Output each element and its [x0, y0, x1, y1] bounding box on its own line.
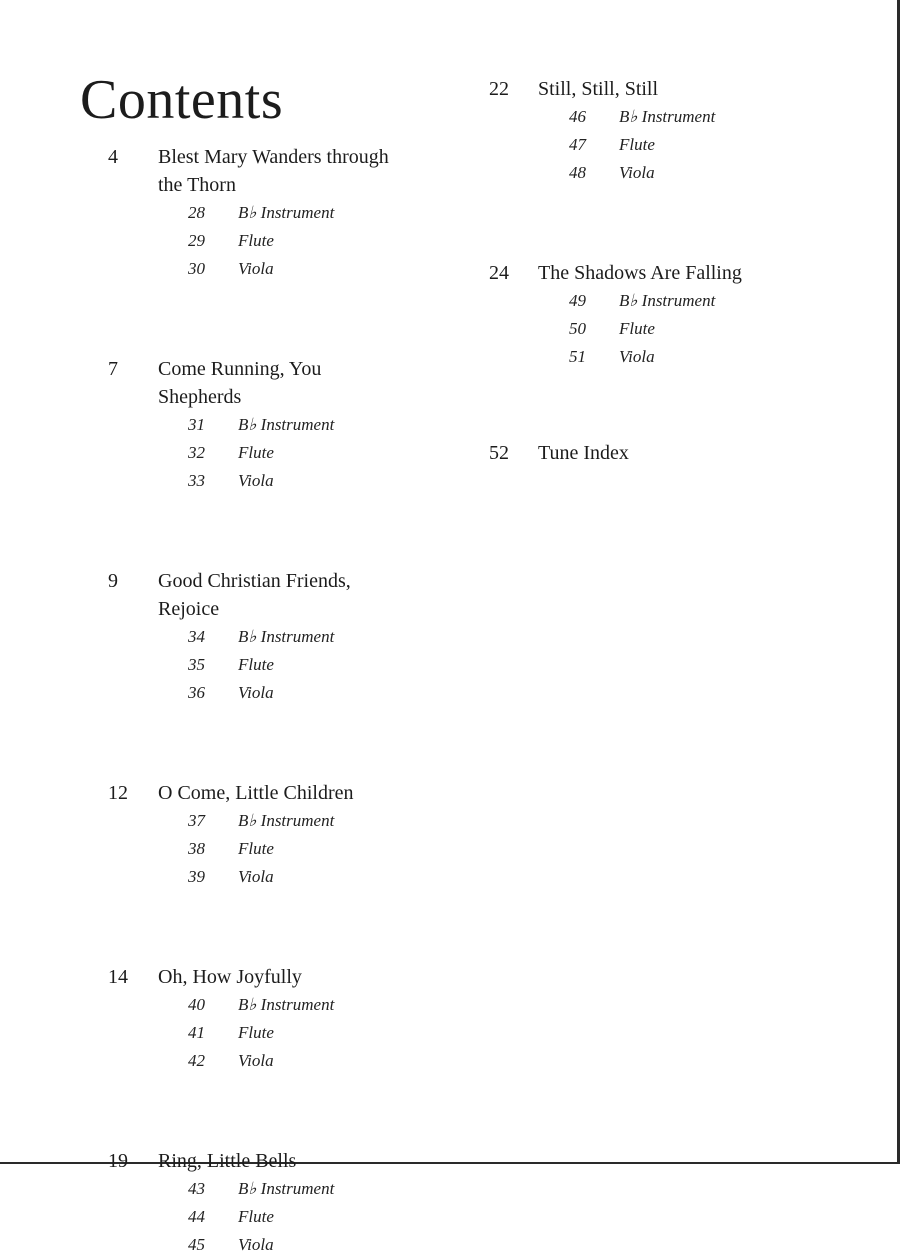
toc-part-page-number: 31	[188, 415, 205, 434]
toc-part-label: Viola	[619, 163, 655, 182]
toc-entry-title-line: The Shadows Are Falling	[538, 262, 742, 284]
toc-entry-title	[538, 259, 788, 287]
toc-part-page-number: 33	[188, 471, 205, 490]
toc-entry-page-number: 24	[489, 262, 509, 284]
toc-part-item[interactable]	[188, 863, 458, 891]
toc-entry-page-number: 4	[108, 146, 118, 168]
toc-part-label: B♭ Instrument	[619, 107, 716, 126]
toc-entry-page-number: 9	[108, 570, 118, 592]
toc-part-label: Flute	[238, 839, 274, 858]
toc-entry-heading	[489, 75, 819, 103]
toc-part-label: B♭ Instrument	[619, 291, 716, 310]
toc-entry-page-number: 22	[489, 78, 509, 100]
toc-part-item[interactable]	[188, 467, 458, 495]
toc-part-label: Flute	[238, 231, 274, 250]
toc-part-label: B♭ Instrument	[238, 415, 335, 434]
toc-entry[interactable]	[489, 259, 819, 371]
toc-part-label: B♭ Instrument	[238, 627, 335, 646]
toc-part-item[interactable]	[188, 807, 458, 835]
toc-entry-title	[538, 75, 788, 103]
toc-part-item[interactable]	[188, 1175, 458, 1203]
contents-column-left	[108, 143, 458, 1259]
toc-part-page-number: 45	[188, 1235, 205, 1254]
toc-entry-heading	[489, 259, 819, 287]
toc-part-page-number: 49	[569, 291, 586, 310]
toc-part-item[interactable]	[188, 623, 458, 651]
toc-part-page-number: 46	[569, 107, 586, 126]
toc-entry-heading	[108, 963, 458, 991]
toc-entry-title-line: Oh, How Joyfully	[158, 966, 302, 988]
toc-part-label: Viola	[619, 347, 655, 366]
toc-part-item[interactable]	[188, 199, 458, 227]
toc-part-item[interactable]	[188, 651, 458, 679]
toc-part-item[interactable]	[188, 1047, 458, 1075]
toc-part-item[interactable]	[188, 411, 458, 439]
toc-part-label: Viola	[238, 259, 274, 278]
toc-part-item[interactable]	[188, 991, 458, 1019]
toc-entry-title-line: O Come, Little Children	[158, 782, 354, 804]
toc-entry[interactable]	[108, 143, 458, 283]
toc-part-item[interactable]	[188, 255, 458, 283]
toc-part-item[interactable]	[188, 1019, 458, 1047]
toc-part-page-number: 29	[188, 231, 205, 250]
toc-part-label: Viola	[238, 683, 274, 702]
toc-part-page-number: 42	[188, 1051, 205, 1070]
toc-entry[interactable]	[108, 567, 458, 707]
toc-entry-title-line: Still, Still, Still	[538, 78, 659, 100]
toc-part-item[interactable]	[569, 287, 819, 315]
toc-part-page-number: 44	[188, 1207, 205, 1226]
toc-entry-heading	[108, 1147, 458, 1175]
toc-entry-page-number: 7	[108, 358, 118, 380]
toc-entry-page-number: 52	[489, 442, 509, 464]
toc-entry-page-number: 12	[108, 782, 128, 804]
toc-entry-title-line: Blest Mary Wanders through	[158, 146, 389, 168]
toc-part-item[interactable]	[569, 343, 819, 371]
toc-part-page-number: 43	[188, 1179, 205, 1198]
toc-part-list	[569, 287, 819, 371]
toc-part-page-number: 38	[188, 839, 205, 858]
toc-part-label: B♭ Instrument	[238, 811, 335, 830]
toc-entry-page-number: 19	[108, 1150, 128, 1172]
toc-entry[interactable]	[108, 963, 458, 1075]
toc-part-list	[569, 103, 819, 187]
toc-entry-title	[158, 963, 408, 991]
toc-part-label: Flute	[238, 655, 274, 674]
toc-entry-title	[158, 355, 408, 411]
toc-part-page-number: 47	[569, 135, 586, 154]
toc-part-label: B♭ Instrument	[238, 203, 335, 222]
toc-part-page-number: 28	[188, 203, 205, 222]
toc-part-page-number: 37	[188, 811, 205, 830]
toc-part-page-number: 34	[188, 627, 205, 646]
toc-part-page-number: 35	[188, 655, 205, 674]
toc-part-label: B♭ Instrument	[238, 995, 335, 1014]
toc-part-item[interactable]	[569, 103, 819, 131]
toc-part-item[interactable]	[188, 679, 458, 707]
toc-part-page-number: 36	[188, 683, 205, 702]
toc-part-list	[188, 199, 458, 283]
contents-column-right	[489, 75, 819, 467]
toc-part-list	[188, 623, 458, 707]
toc-part-page-number: 51	[569, 347, 586, 366]
toc-part-page-number: 41	[188, 1023, 205, 1042]
toc-part-list	[188, 991, 458, 1075]
toc-entry[interactable]	[108, 779, 458, 891]
toc-part-list	[188, 807, 458, 891]
toc-part-page-number: 50	[569, 319, 586, 338]
toc-part-page-number: 48	[569, 163, 586, 182]
toc-part-list	[188, 411, 458, 495]
toc-part-item[interactable]	[188, 835, 458, 863]
toc-entry-heading	[108, 567, 458, 623]
toc-entry-heading	[108, 355, 458, 411]
toc-entry-title	[538, 439, 788, 467]
toc-part-label: Viola	[238, 1051, 274, 1070]
toc-part-label: Viola	[238, 867, 274, 886]
toc-part-label: Flute	[238, 1207, 274, 1226]
toc-part-label: Flute	[619, 135, 655, 154]
toc-part-page-number: 32	[188, 443, 205, 462]
toc-entry-title	[158, 779, 408, 807]
toc-part-label: Flute	[238, 1023, 274, 1042]
toc-entry-title	[158, 567, 408, 623]
toc-entry-title	[158, 1147, 408, 1175]
toc-part-item[interactable]	[188, 1231, 458, 1259]
toc-entry-heading	[108, 779, 458, 807]
toc-entry[interactable]	[489, 75, 819, 187]
toc-part-label: Flute	[619, 319, 655, 338]
toc-entry-title-line: Tune Index	[538, 442, 629, 464]
toc-part-item[interactable]	[188, 1203, 458, 1231]
toc-entry-title-line: Good Christian Friends, Rejoice	[158, 570, 351, 620]
toc-entry-title-line: the Thorn	[158, 174, 236, 196]
toc-entry-title-line: Ring, Little Bells	[158, 1150, 297, 1172]
toc-entry-heading	[108, 143, 458, 199]
toc-part-item[interactable]	[569, 315, 819, 343]
toc-part-item[interactable]	[569, 131, 819, 159]
page-title: Contents	[80, 69, 284, 131]
toc-part-list	[188, 1175, 458, 1259]
toc-entry-page-number: 14	[108, 966, 128, 988]
toc-entry[interactable]	[108, 355, 458, 495]
toc-part-label: B♭ Instrument	[238, 1179, 335, 1198]
toc-part-item[interactable]	[569, 159, 819, 187]
toc-entry-title	[158, 143, 408, 199]
toc-entry-title-line: Come Running, You Shepherds	[158, 358, 322, 408]
toc-part-label: Viola	[238, 1235, 274, 1254]
toc-part-label: Viola	[238, 471, 274, 490]
toc-part-item[interactable]	[188, 227, 458, 255]
toc-part-page-number: 30	[188, 259, 205, 278]
toc-part-page-number: 39	[188, 867, 205, 886]
toc-part-label: Flute	[238, 443, 274, 462]
toc-part-page-number: 40	[188, 995, 205, 1014]
toc-entry[interactable]	[489, 439, 819, 467]
toc-entry-heading	[489, 439, 819, 467]
toc-part-item[interactable]	[188, 439, 458, 467]
